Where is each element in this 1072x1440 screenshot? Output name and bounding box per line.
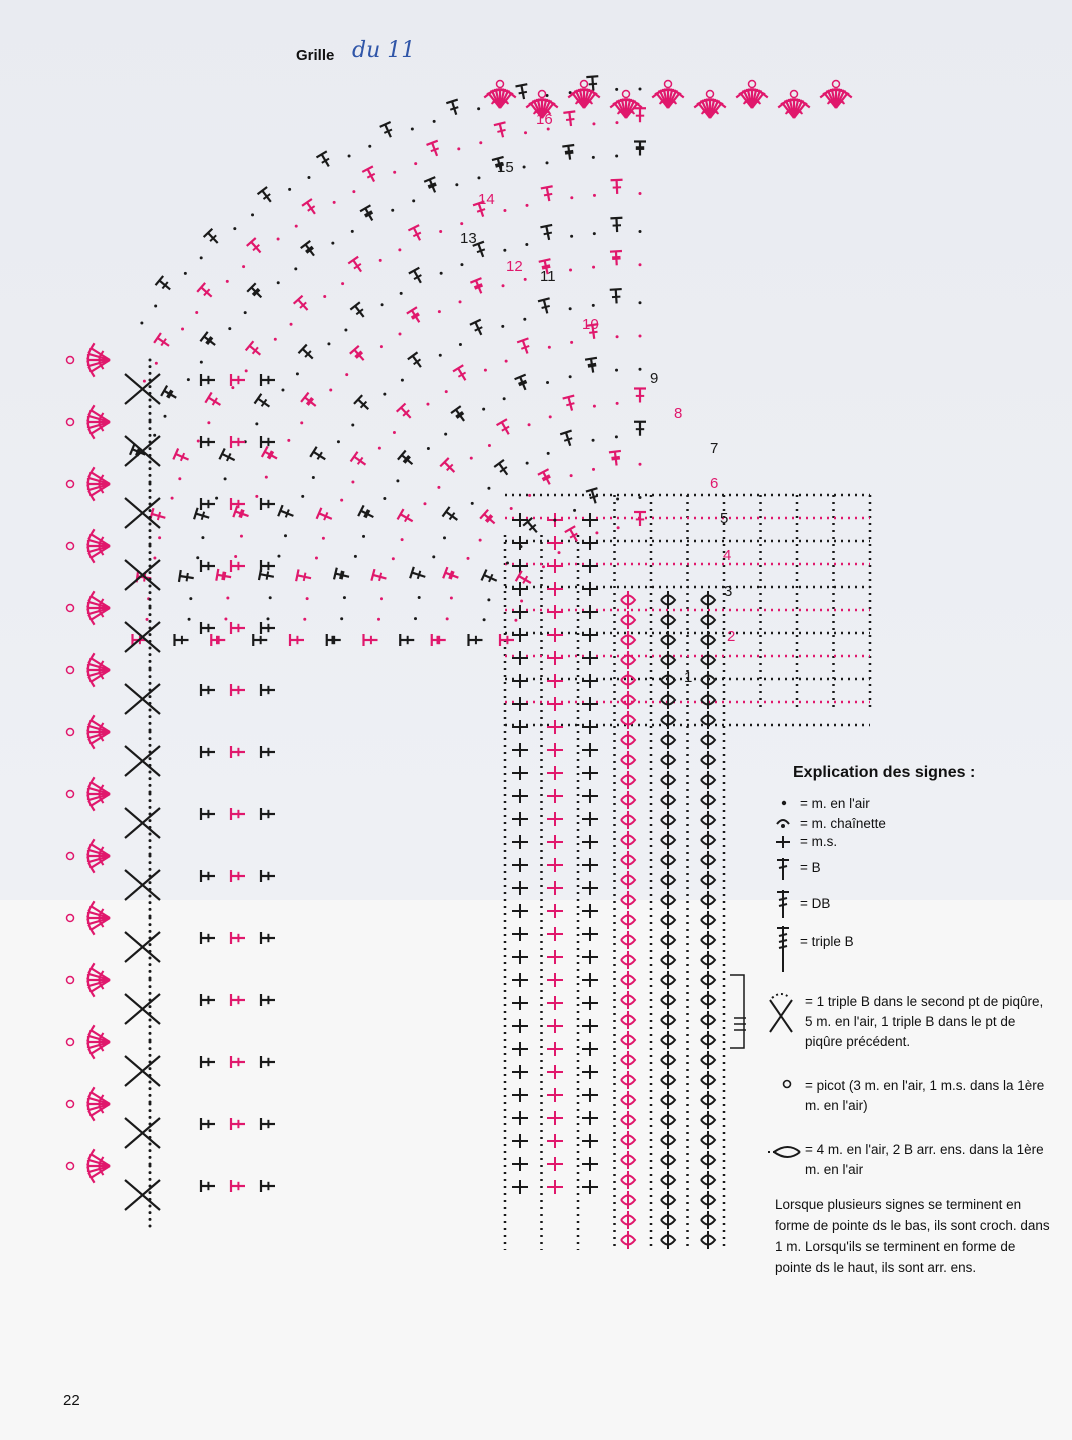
legend-item-chain: = m. en l'air (800, 796, 870, 811)
legend-item-double-treble: = DB (800, 896, 831, 911)
legend-item-double-crochet: = B (800, 860, 821, 875)
double-treble-icon (777, 890, 789, 918)
legend-item-picot: = picot (3 m. en l'air, 1 m.s. dans la 1ère m. en l'air) (805, 1078, 1045, 1113)
legend-note: Lorsque plusieurs signes se terminent en forme de pointe ds le bas, ils sont croch. dans 1 m. Lorsqu'ils se terminent en forme de pointe ds le haut, ils sont arr. ens. (775, 1197, 1050, 1275)
row-number: 10 (582, 316, 599, 333)
legend-symbols (768, 801, 800, 1157)
row-number: 1 (684, 669, 693, 686)
legend-item-single-crochet: = m.s. (800, 834, 838, 849)
row-number: 11 (540, 268, 556, 285)
page-number: 22 (63, 1392, 80, 1409)
shell-icon (768, 1147, 800, 1157)
legend-item-shell: = 4 m. en l'air, 2 B arr. ens. dans la 1ère m. en l'air (805, 1142, 1044, 1177)
row-number: 8 (674, 405, 683, 422)
diagram-title: Grille (296, 47, 335, 64)
crochet-rounds (130, 76, 852, 646)
row-number: 7 (710, 440, 719, 457)
row-number: 16 (536, 111, 553, 128)
double-crochet-icon (777, 858, 789, 880)
row-number: 13 (460, 230, 477, 247)
crossed-treble-icon (770, 994, 792, 1032)
left-border-pattern (67, 343, 276, 1227)
single-crochet-icon (776, 836, 790, 848)
triple-treble-icon (777, 926, 789, 972)
row-number: 9 (650, 370, 659, 387)
row-number: 3 (724, 583, 733, 600)
row-number: 12 (506, 258, 523, 275)
handwritten-note: du 11 (352, 38, 416, 63)
legend-item-slip-stitch: = m. chaînette (800, 816, 886, 831)
legend-title: Explication des signes : (793, 764, 976, 781)
row-number: 14 (478, 191, 495, 208)
row-number: 4 (723, 547, 732, 564)
slip-stitch-icon (777, 820, 789, 828)
row-number: 5 (720, 510, 729, 527)
row-number: 6 (710, 475, 719, 492)
legend-item-crossed-treble: = 1 triple B dans le second pt de piqûre, 5 m. en l'air, 1 triple B dans le pt de piqûre précédent. (805, 994, 1044, 1049)
bracket-mark (730, 975, 746, 1048)
picot-icon (784, 1081, 791, 1088)
row-number: 2 (727, 628, 736, 645)
row-number: 15 (497, 159, 514, 176)
legend-item-triple-treble: = triple B (800, 934, 854, 949)
chain-dot-icon (782, 801, 786, 805)
